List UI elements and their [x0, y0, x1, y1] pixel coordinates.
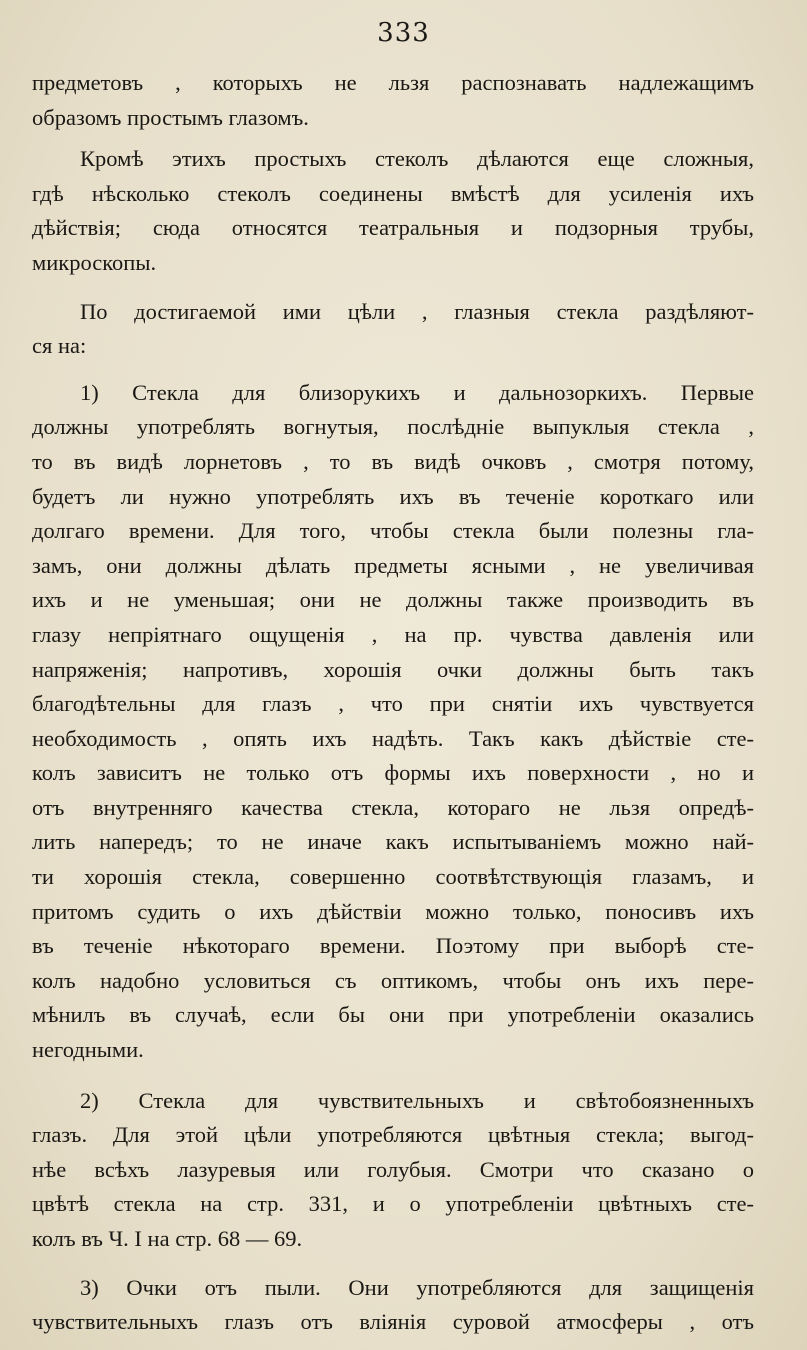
text-line: колъ надобно условиться съ оптикомъ, чтобы онъ ихъ пере- [32, 967, 754, 993]
text-line: ся на: [32, 333, 87, 359]
text-line: необходимость , опять ихъ надѣть. Такъ какъ дѣйствіе сте- [32, 725, 754, 751]
text-line: отъ внутренняго качества стекла, котораго не льзя опредѣ- [32, 794, 754, 820]
body-text [32, 66, 754, 1340]
text-line: мѣнилъ въ случаѣ, если бы они при употребленіи оказались [32, 1002, 754, 1028]
text-line: образомъ простымъ глазомъ. [32, 104, 309, 130]
text-line: глазу непріятнаго ощущенія , на пр. чувства давленія или [32, 621, 754, 647]
text-line: должны употреблять вогнутыя, послѣдніе выпуклыя стекла , [32, 414, 754, 440]
text-line: 1) Стекла для близорукихъ и дальнозоркихъ. Первые [80, 379, 754, 405]
text-line: чувствительныхъ глазъ отъ вліянія суровой атмосферы , отъ [32, 1309, 754, 1335]
text-line: лить напередъ; то не иначе какъ испытываніемъ можно най- [32, 829, 754, 855]
text-line: 3) Очки отъ пыли. Они употребляются для защищенія [80, 1274, 754, 1300]
paragraph [32, 295, 754, 364]
text-line: предметовъ , которыхъ не льзя распознавать надлежащимъ [32, 70, 754, 95]
paragraph [32, 1271, 754, 1340]
text-line: будетъ ли нужно употреблять ихъ въ теченіе короткаго или [32, 483, 754, 509]
text-line: микроскопы. [32, 249, 157, 275]
text-line: 2) Стекла для чувствительныхъ и свѣтобоязненныхъ [80, 1087, 754, 1113]
text-line: ихъ и не уменьшая; они не должны также производить въ [32, 587, 754, 613]
text-line: Кромѣ этихъ простыхъ стеколъ дѣлаются еще сложныя, [80, 146, 754, 172]
paragraph [32, 1084, 754, 1257]
text-line: дѣйствія; сюда относятся театральныя и подзорныя трубы, [32, 215, 754, 241]
text-line: въ теченіе нѣкотораго времени. Поэтому при выборѣ сте- [32, 933, 754, 959]
text-line: негодными. [32, 1037, 144, 1063]
text-line: нѣе всѣхъ лазуревыя или голубыя. Смотри что сказано о [32, 1156, 754, 1182]
text-line: По достигаемой ими цѣли , глазныя стекла раздѣляют- [80, 298, 754, 324]
paragraph [32, 66, 754, 135]
text-line: ти хорошія стекла, совершенно соотвѣтствующія глазамъ, и [32, 864, 754, 890]
text-line: замъ, они должны дѣлать предметы ясными , не увеличивая [32, 552, 754, 578]
paragraph [32, 142, 754, 280]
paragraph [32, 376, 754, 1068]
text-line: колъ зависитъ не только отъ формы ихъ поверхности , но и [32, 760, 754, 786]
text-line: притомъ судить о ихъ дѣйствіи можно только, поносивъ ихъ [32, 898, 754, 924]
text-line: то въ видѣ лорнетовъ , то въ видѣ очковъ , смотря потому, [32, 448, 754, 474]
text-line: напряженія; напротивъ, хорошія очки должны быть такъ [32, 656, 754, 682]
text-line: долгаго времени. Для того, чтобы стекла были полезны гла- [32, 518, 754, 544]
text-line: благодѣтельны для глазъ , что при снятіи ихъ чувствуется [32, 691, 754, 717]
text-line: гдѣ нѣсколько стеколъ соединены вмѣстѣ для усиленія ихъ [32, 180, 754, 206]
text-line: глазъ. Для этой цѣли употребляются цвѣтныя стекла; выгод- [32, 1122, 754, 1148]
text-line: колъ въ Ч. I на стр. 68 — 69. [32, 1226, 303, 1251]
text-line: цвѣтѣ стекла на стр. 331, и о употребленіи цвѣтныхъ сте- [32, 1191, 754, 1217]
page-number: 333 [377, 18, 430, 48]
